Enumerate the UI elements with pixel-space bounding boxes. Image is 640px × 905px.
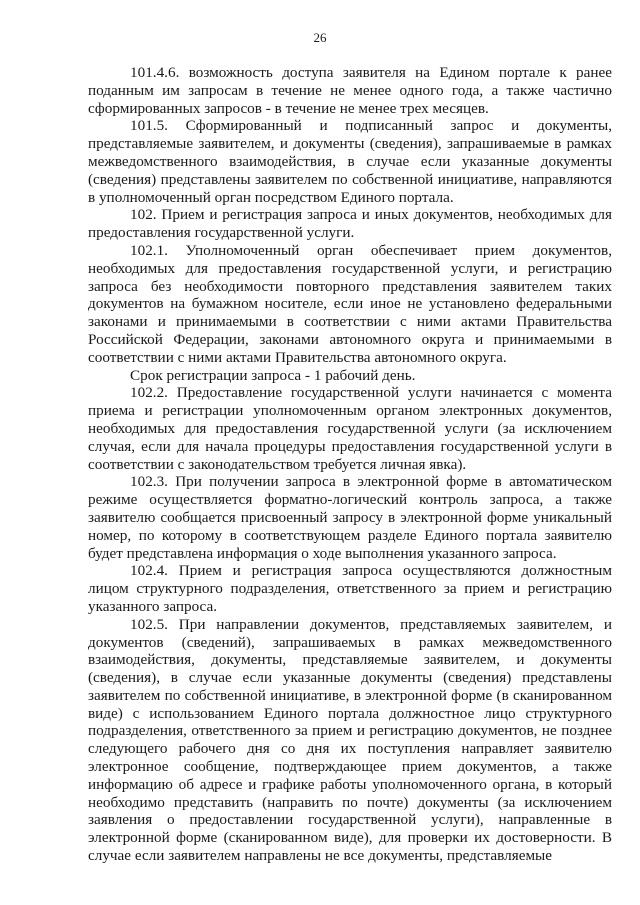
paragraph-102-4: 102.4. Прием и регистрация запроса осуществляются должностным лицом структурного подразделения, ответственного за прием и регистрацию указанного запроса. (88, 562, 612, 615)
paragraph-102-2: 102.2. Предоставление государственной услуги начинается с момента приема и регистрации уполномоченным органом электронных документов, необходимых для предоставления государственной услуги (за исключением случая, если для начала процедуры предоставления государственной услуги в соответствии с законодательством требуется личная явка). (88, 384, 612, 473)
paragraph-102: 102. Прием и регистрация запроса и иных документов, необходимых для предоставления государственной услуги. (88, 206, 612, 242)
paragraph-101-4-6: 101.4.6. возможность доступа заявителя на Едином портале к ранее поданным им запросам в течение не менее одного года, а также частично сформированных запросов - в течение не менее трех месяцев. (88, 64, 612, 117)
paragraph-101-5: 101.5. Сформированный и подписанный запрос и документы, представляемые заявителем, и документы (сведения), запрашиваемые в рамках межведомственного взаимодействия, в случае если указанные документы (сведения) представлены заявителем по собственной инициативе, направляются в уполномоченный орган посредством Единого портала. (88, 117, 612, 206)
paragraph-102-3: 102.3. При получении запроса в электронной форме в автоматическом режиме осуществляется форматно-логический контроль запроса, а также заявителю сообщается присвоенный запросу в электронной форме уникальный номер, по которому в соответствующем разделе Единого портала заявителю будет представлена информация о ходе выполнения указанного запроса. (88, 473, 612, 562)
paragraph-registration-term: Срок регистрации запроса - 1 рабочий день. (130, 366, 416, 384)
paragraph-102-1: 102.1. Уполномоченный орган обеспечивает прием документов, необходимых для предоставления государственной услуги, и регистрацию запроса без необходимости повторного представления заявителем таких документов на бумажном носителе, если иное не установлено федеральными законами и принимаемыми в соответствии с ними актами Правительства Российской Федерации, законами автономного округа и принимаемыми в соответствии с ними актами Правительства автономного округа. (88, 241, 612, 366)
document-body (88, 64, 612, 865)
paragraph-102-5: 102.5. При направлении документов, представляемых заявителем, и документов (сведений), запрашиваемых в рамках межведомственного взаимодействия, документы, представляемые заявителем, и документы (сведения), в случае если указанные документы (сведения) представлены заявителем по собственной инициативе, в электронной форме (в сканированном виде) с использованием Единого портала должностное лицо структурного подразделения, ответственного за прием и регистрацию документов, не позднее следующего рабочего дня со дня их поступления направляет заявителю электронное сообщение, подтверждающее прием документов, а также информацию об адресе и графике работы уполномоченного органа, в который необходимо представить (направить по почте) документы (за исключением заявления о предоставлении государственной услуги), направленные в электронной форме (сканированном виде), для проверки их достоверности. В случае если заявителем направлены не все документы, представляемые (88, 615, 612, 865)
page-number: 26 (313, 30, 327, 45)
